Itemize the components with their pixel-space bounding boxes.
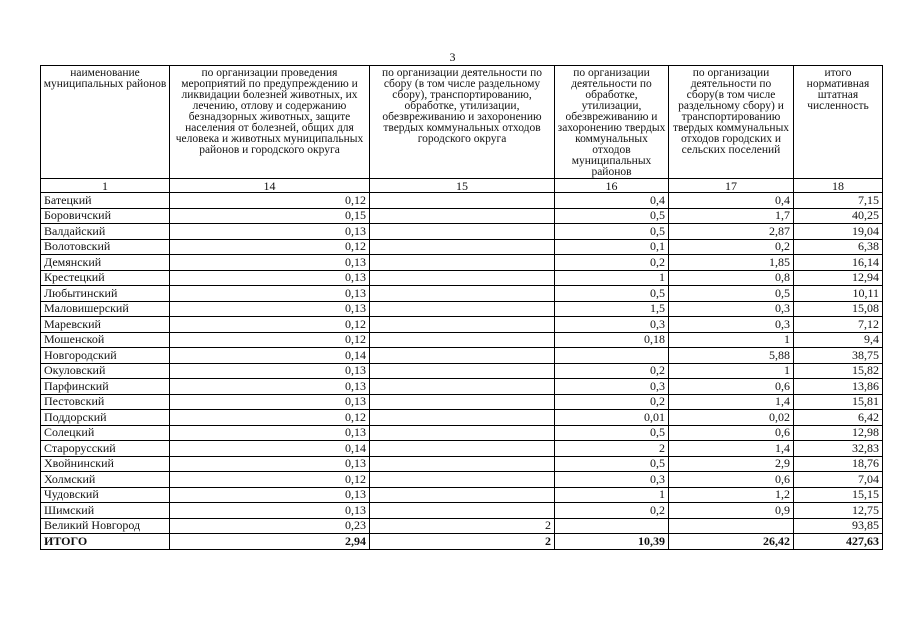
district-name-cell: Крестецкий <box>41 270 170 286</box>
value-cell: 12,98 <box>794 425 883 441</box>
district-name-cell: Солецкий <box>41 425 170 441</box>
value-cell: 0,3 <box>555 472 669 488</box>
value-cell <box>370 208 555 224</box>
table-row <box>41 224 883 240</box>
district-name-cell: Любытинский <box>41 286 170 302</box>
value-cell: 0,13 <box>170 503 370 519</box>
value-cell: 0,8 <box>669 270 794 286</box>
value-cell: 15,08 <box>794 301 883 317</box>
value-cell: 0,18 <box>555 332 669 348</box>
district-name-cell: Пестовский <box>41 394 170 410</box>
value-cell: 0,13 <box>170 270 370 286</box>
header-col-14: по организации проведения мероприятий по предупреждению и ликвидации болезней животных, их лечению, отлову и содержанию безнадзорных животных, защите населения от болезней, общих для человека и животных муниципальных районов и городского округа <box>170 66 370 179</box>
column-number: 17 <box>669 179 794 193</box>
value-cell: 0,13 <box>170 379 370 395</box>
value-cell <box>370 441 555 457</box>
value-cell: 0,13 <box>170 425 370 441</box>
value-cell: 0,4 <box>669 193 794 209</box>
value-cell <box>370 224 555 240</box>
table-row <box>41 193 883 209</box>
header-col-18: итого нормативная штатная численность <box>794 66 883 179</box>
table-row <box>41 394 883 410</box>
value-cell: 0,12 <box>170 239 370 255</box>
header-col-17: по организации деятельности по сбору(в том числе раздельному сбору) и транспортированию твердых коммунальных отходов городских и сельских поселений <box>669 66 794 179</box>
table-row <box>41 410 883 426</box>
value-cell <box>370 348 555 364</box>
table-row <box>41 487 883 503</box>
value-cell: 1 <box>669 332 794 348</box>
district-name-cell: Демянский <box>41 255 170 271</box>
table-row <box>41 332 883 348</box>
value-cell <box>370 394 555 410</box>
value-cell: 0,12 <box>170 332 370 348</box>
value-cell <box>370 270 555 286</box>
district-name-cell: Великий Новгород <box>41 518 170 534</box>
value-cell: 0,2 <box>555 394 669 410</box>
total-row <box>41 534 883 550</box>
value-cell <box>370 456 555 472</box>
value-cell: 32,83 <box>794 441 883 457</box>
value-cell: 0,12 <box>170 193 370 209</box>
district-name-cell: Маревский <box>41 317 170 333</box>
table-row <box>41 255 883 271</box>
value-cell: 0,3 <box>555 379 669 395</box>
table-row <box>41 270 883 286</box>
value-cell: 0,13 <box>170 363 370 379</box>
value-cell: 93,85 <box>794 518 883 534</box>
value-cell: 0,01 <box>555 410 669 426</box>
value-cell: 5,88 <box>669 348 794 364</box>
value-cell: 18,76 <box>794 456 883 472</box>
value-cell: 0,12 <box>170 317 370 333</box>
value-cell: 9,4 <box>794 332 883 348</box>
table-row <box>41 456 883 472</box>
value-cell: 0,6 <box>669 379 794 395</box>
value-cell <box>370 472 555 488</box>
district-name-cell: Новгородский <box>41 348 170 364</box>
value-cell: 0,2 <box>669 239 794 255</box>
column-number: 14 <box>170 179 370 193</box>
value-cell: 0,3 <box>555 317 669 333</box>
value-cell <box>555 348 669 364</box>
table-row <box>41 286 883 302</box>
header-col-15: по организации деятельности по сбору (в том числе раздельному сбору), транспортированию, обработке, утилизации, обезвреживанию и захоронению твердых коммунальных отходов городского округа <box>370 66 555 179</box>
value-cell: 0,23 <box>170 518 370 534</box>
value-cell: 0,2 <box>555 255 669 271</box>
total-value-cell: 427,63 <box>794 534 883 550</box>
value-cell: 0,13 <box>170 224 370 240</box>
value-cell <box>370 425 555 441</box>
value-cell: 2 <box>555 441 669 457</box>
table-row <box>41 379 883 395</box>
district-name-cell: Окуловский <box>41 363 170 379</box>
table-row <box>41 348 883 364</box>
table-row <box>41 208 883 224</box>
value-cell <box>370 487 555 503</box>
value-cell <box>370 503 555 519</box>
value-cell: 15,15 <box>794 487 883 503</box>
column-number: 15 <box>370 179 555 193</box>
value-cell: 0,5 <box>555 425 669 441</box>
district-name-cell: Шимский <box>41 503 170 519</box>
value-cell <box>370 301 555 317</box>
value-cell: 0,2 <box>555 363 669 379</box>
value-cell: 0,13 <box>170 487 370 503</box>
value-cell: 13,86 <box>794 379 883 395</box>
total-value-cell: 26,42 <box>669 534 794 550</box>
value-cell: 1,4 <box>669 441 794 457</box>
district-name-cell: Парфинский <box>41 379 170 395</box>
value-cell <box>370 286 555 302</box>
district-name-cell: Хвойнинский <box>41 456 170 472</box>
value-cell: 12,75 <box>794 503 883 519</box>
district-name-cell: Холмский <box>41 472 170 488</box>
table-row <box>41 317 883 333</box>
value-cell <box>370 363 555 379</box>
value-cell: 0,6 <box>669 425 794 441</box>
table-row <box>41 363 883 379</box>
value-cell: 7,04 <box>794 472 883 488</box>
value-cell: 0,13 <box>170 301 370 317</box>
value-cell: 0,6 <box>669 472 794 488</box>
value-cell: 0,15 <box>170 208 370 224</box>
value-cell <box>669 518 794 534</box>
value-cell: 0,13 <box>170 456 370 472</box>
table-row <box>41 503 883 519</box>
value-cell: 2,87 <box>669 224 794 240</box>
table-row <box>41 518 883 534</box>
value-cell: 0,12 <box>170 410 370 426</box>
table-row <box>41 472 883 488</box>
district-name-cell: Батецкий <box>41 193 170 209</box>
value-cell: 1 <box>555 487 669 503</box>
value-cell: 7,12 <box>794 317 883 333</box>
value-cell <box>370 332 555 348</box>
district-name-cell: Чудовский <box>41 487 170 503</box>
value-cell: 0,5 <box>555 286 669 302</box>
value-cell: 0,5 <box>555 456 669 472</box>
value-cell: 2 <box>370 518 555 534</box>
value-cell <box>370 379 555 395</box>
value-cell: 0,14 <box>170 348 370 364</box>
staffing-table <box>40 65 883 550</box>
value-cell: 1,85 <box>669 255 794 271</box>
column-number: 1 <box>41 179 170 193</box>
value-cell: 2,9 <box>669 456 794 472</box>
value-cell: 1,4 <box>669 394 794 410</box>
value-cell: 0,1 <box>555 239 669 255</box>
value-cell: 0,4 <box>555 193 669 209</box>
value-cell: 0,13 <box>170 394 370 410</box>
value-cell: 1 <box>555 270 669 286</box>
total-value-cell: 2 <box>370 534 555 550</box>
total-value-cell: 10,39 <box>555 534 669 550</box>
district-name-cell: Старорусский <box>41 441 170 457</box>
header-district: наименование муниципальных районов <box>41 66 170 179</box>
value-cell: 0,12 <box>170 472 370 488</box>
value-cell <box>370 255 555 271</box>
column-number-row <box>41 179 883 193</box>
value-cell: 15,82 <box>794 363 883 379</box>
value-cell: 1,5 <box>555 301 669 317</box>
value-cell: 19,04 <box>794 224 883 240</box>
value-cell <box>370 193 555 209</box>
district-name-cell: Поддорский <box>41 410 170 426</box>
district-name-cell: Боровичский <box>41 208 170 224</box>
column-number: 18 <box>794 179 883 193</box>
value-cell <box>555 518 669 534</box>
value-cell: 1,2 <box>669 487 794 503</box>
header-col-16: по организации деятельности по обработке, утилизации, обезвреживанию и захоронению твердых коммунальных отходов муниципальных районов <box>555 66 669 179</box>
table-row <box>41 239 883 255</box>
value-cell: 0,5 <box>669 286 794 302</box>
value-cell: 40,25 <box>794 208 883 224</box>
value-cell: 0,5 <box>555 208 669 224</box>
value-cell: 0,5 <box>555 224 669 240</box>
table-row <box>41 425 883 441</box>
value-cell: 0,9 <box>669 503 794 519</box>
total-value-cell: 2,94 <box>170 534 370 550</box>
value-cell: 6,38 <box>794 239 883 255</box>
value-cell: 1,7 <box>669 208 794 224</box>
value-cell <box>370 239 555 255</box>
value-cell: 10,11 <box>794 286 883 302</box>
value-cell: 7,15 <box>794 193 883 209</box>
value-cell: 0,14 <box>170 441 370 457</box>
value-cell: 0,13 <box>170 255 370 271</box>
value-cell: 38,75 <box>794 348 883 364</box>
value-cell <box>370 317 555 333</box>
district-name-cell: Волотовский <box>41 239 170 255</box>
value-cell: 0,13 <box>170 286 370 302</box>
value-cell: 0,2 <box>555 503 669 519</box>
total-label: ИТОГО <box>41 534 170 550</box>
table-row <box>41 441 883 457</box>
value-cell <box>370 410 555 426</box>
value-cell: 12,94 <box>794 270 883 286</box>
value-cell: 0,3 <box>669 317 794 333</box>
column-number: 16 <box>555 179 669 193</box>
value-cell: 1 <box>669 363 794 379</box>
value-cell: 16,14 <box>794 255 883 271</box>
table-body <box>41 193 883 550</box>
table-row <box>41 301 883 317</box>
district-name-cell: Маловишерский <box>41 301 170 317</box>
page-number: 3 <box>449 50 456 64</box>
district-name-cell: Мошенской <box>41 332 170 348</box>
value-cell: 0,02 <box>669 410 794 426</box>
value-cell: 6,42 <box>794 410 883 426</box>
header-row <box>41 66 883 179</box>
value-cell: 0,3 <box>669 301 794 317</box>
district-name-cell: Валдайский <box>41 224 170 240</box>
value-cell: 15,81 <box>794 394 883 410</box>
